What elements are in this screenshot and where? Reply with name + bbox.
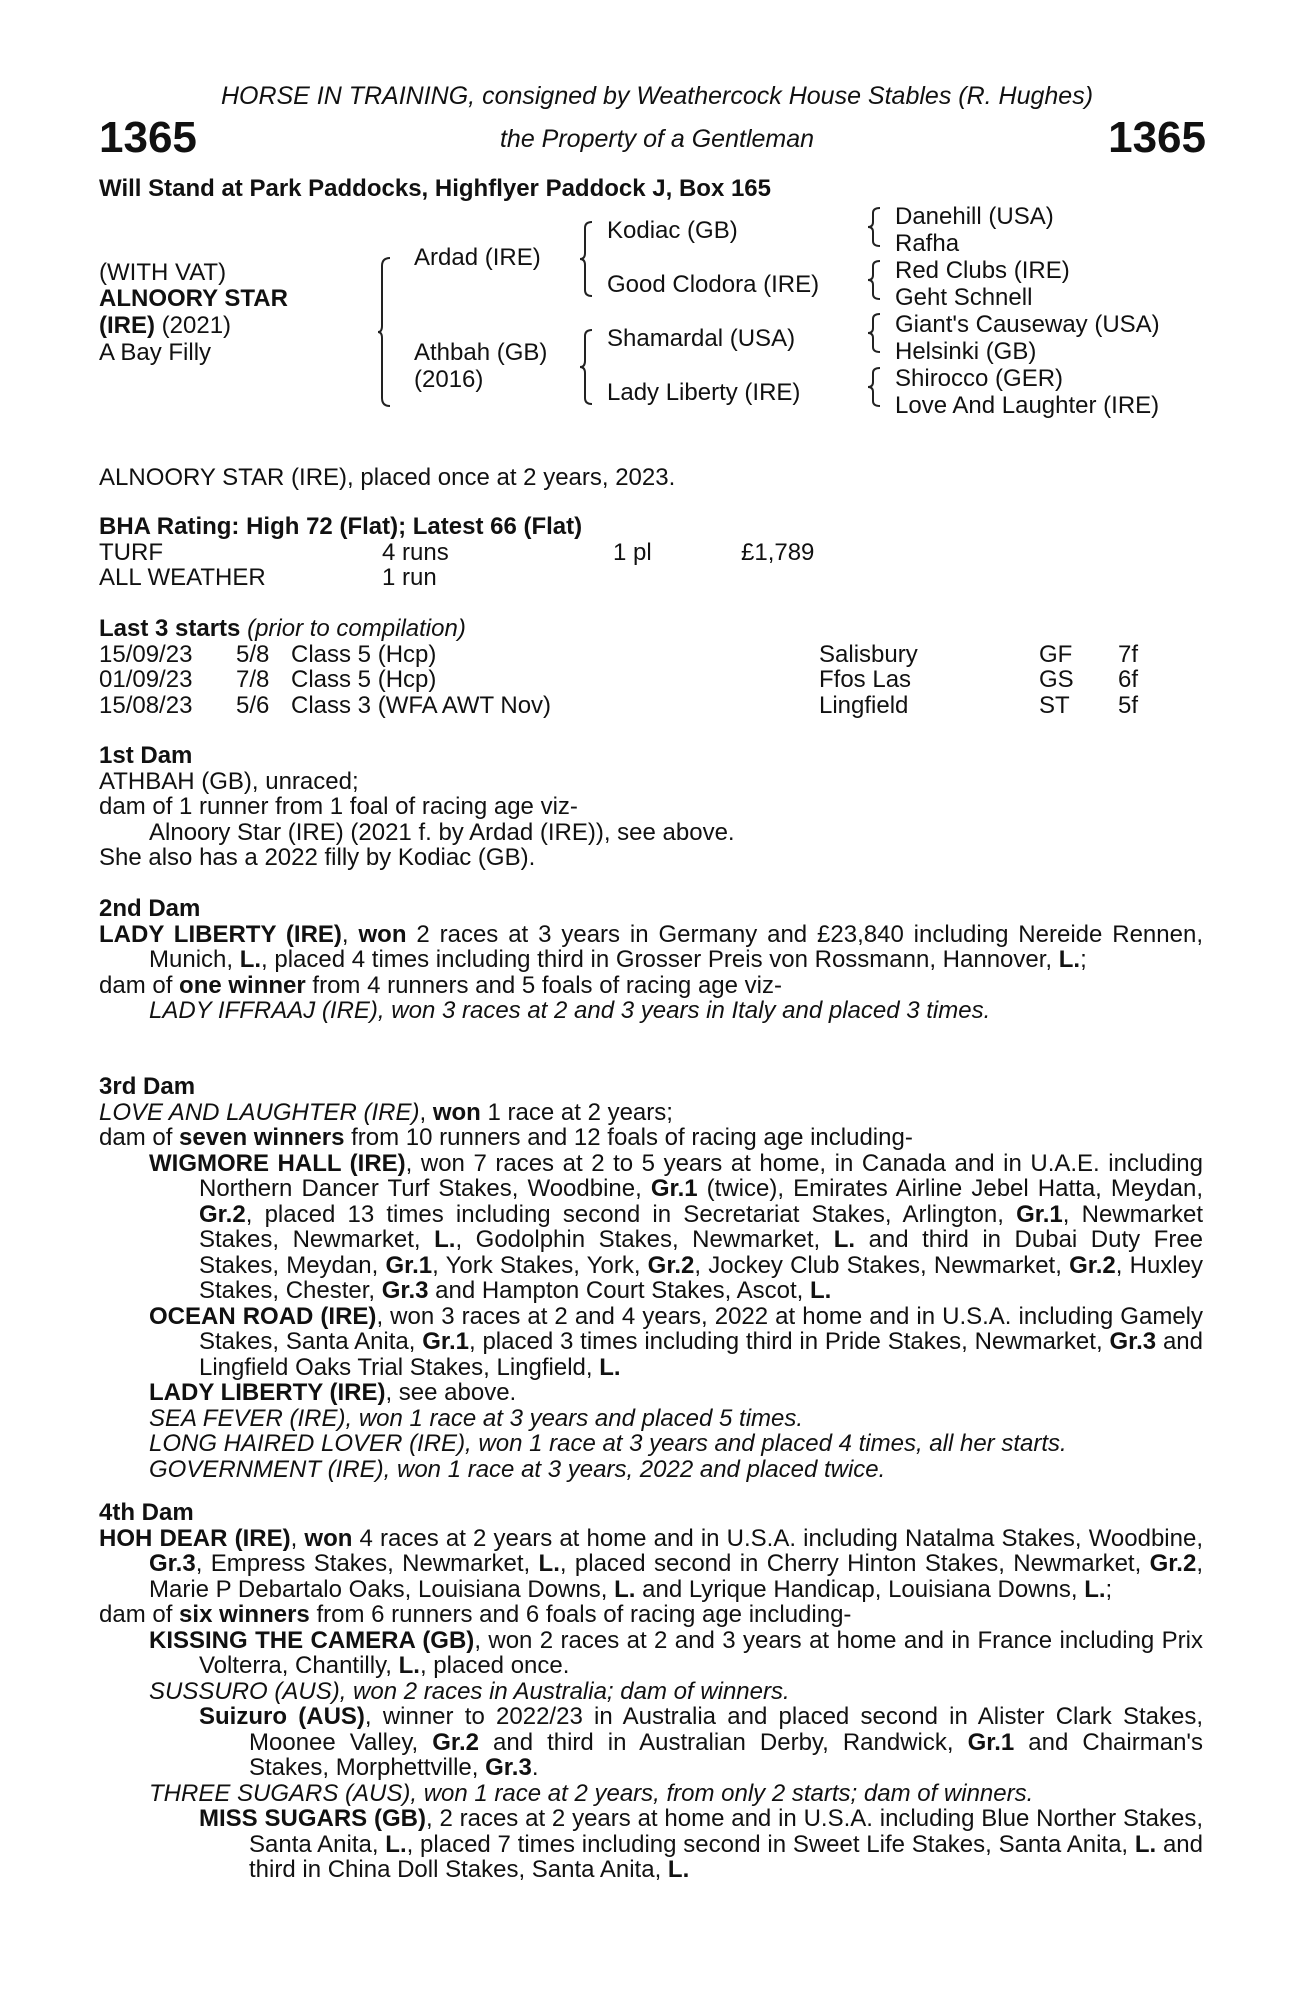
pedigree-g8: Love And Laughter (IRE) (895, 392, 1160, 419)
pedigree-g3: Red Clubs (IRE) (895, 257, 1070, 284)
start-going: GS (1039, 666, 1074, 693)
progeny-long-haired-lover: LONG HAIRED LOVER (IRE), won 1 race at 3 years and placed 4 times, all her starts. (149, 1430, 1067, 1457)
start-distance: 7f (1118, 640, 1139, 668)
start-distance: 5f (1118, 691, 1139, 719)
rating-placed: 1 pl (613, 538, 652, 566)
pedigree-g7: Shirocco (GER) (895, 365, 1064, 392)
start-position: 5/8 (236, 640, 270, 668)
second-dam-record: LADY LIBERTY (IRE), won 2 races at 3 years in Germany and £23,840 including Nereide Rennen, Munich, L., placed 4 times including third in Grosser Preis von Rossmann, Hannover, L.; (99, 920, 1203, 973)
rating-surface: TURF (99, 538, 163, 566)
start-going: ST (1039, 691, 1070, 719)
start-date: 15/09/23 (99, 640, 193, 668)
last-starts-section (99, 616, 1203, 718)
lot-number-left: 1365 (99, 113, 197, 162)
property-line: the Property of a Gentleman (499, 125, 815, 153)
horse-description: A Bay Filly (99, 339, 212, 366)
progeny-wigmore-hall: WIGMORE HALL (IRE), won 7 races at 2 to 5 years at home, in Canada and in U.A.E. including Northern Dancer Turf Stakes, Woodbine, Gr.1 (twice), Emirates Airline Jebel Hatta, Meydan, Gr.2, placed 13 times including second in Secretariat Stakes, Arlington, Gr.1, Newmarket Stakes, Newmarket, L., Godolphin Stakes, Newmarket, L. and third in Dubai Duty Free Stakes, Meydan, Gr.1, York Stakes, York, Gr.2, Jockey Club Stakes, Newmarket, Gr.2, Huxley Stakes, Chester, Gr.3 and Hampton Court Stakes, Ascot, L. (149, 1149, 1204, 1304)
start-row (99, 693, 1203, 719)
fourth-dam-section (99, 1500, 1203, 1883)
pedigree-g2: Rafha (895, 230, 960, 257)
third-dam-produce: dam of seven winners from 10 runners and 12 foals of racing age including- (99, 1124, 913, 1151)
pedigree-brace-2a (580, 220, 594, 298)
start-position: 5/6 (236, 691, 270, 719)
last-starts-title: Last 3 starts (prior to compilation) (99, 615, 466, 642)
pedigree-dam-sire: Shamardal (USA) (607, 325, 796, 352)
start-going: GF (1039, 640, 1073, 668)
fourth-dam-record: HOH DEAR (IRE), won 4 races at 2 years at home and in U.S.A. including Natalma Stakes, Woodbine, Gr.3, Empress Stakes, Newmarket, L., placed second in Cherry Hinton Stakes, Newmarket, Gr.2, Marie P Debartalo Oaks, Louisiana Downs, L. and Lyrique Handicap, Louisiana Downs, L.; (99, 1524, 1203, 1603)
rating-prize: £1,789 (741, 538, 815, 566)
consignment-line: HORSE IN TRAINING, consigned by Weathercock House Stables (R. Hughes) (220, 82, 1094, 110)
pedigree-brace-3b (868, 259, 882, 301)
first-dam-line: She also has a 2022 filly by Kodiac (GB). (99, 844, 536, 871)
rating-runs: 4 runs (382, 538, 449, 566)
progeny-sussuro: SUSSURO (AUS), won 2 races in Australia; dam of winners. (149, 1677, 790, 1705)
second-dam-section (99, 896, 1203, 1024)
second-dam-produce: dam of one winner from 4 runners and 5 foals of racing age viz- (99, 971, 782, 999)
start-race: Class 5 (Hcp) (291, 640, 437, 668)
pedigree-g4: Geht Schnell (895, 284, 1033, 311)
start-race: Class 3 (WFA AWT Nov) (291, 691, 552, 719)
first-dam-title: 1st Dam (99, 742, 193, 769)
pedigree-sire: Ardad (IRE) (414, 244, 541, 271)
start-distance: 6f (1118, 666, 1139, 693)
start-race: Class 5 (Hcp) (291, 666, 437, 693)
progeny-sea-fever: SEA FEVER (IRE), won 1 race at 3 years and placed 5 times. (149, 1404, 804, 1432)
progeny-three-sugars: THREE SUGARS (AUS), won 1 race at 2 years, from only 2 starts; dam of winners. (149, 1779, 1034, 1807)
start-course: Ffos Las (819, 666, 912, 693)
third-dam-section (99, 1074, 1203, 1482)
fourth-dam-title: 4th Dam (99, 1499, 194, 1526)
start-row (99, 642, 1203, 668)
first-dam-progeny: Alnoory Star (IRE) (2021 f. by Ardad (IRE)), see above. (149, 818, 735, 846)
pedigree-dam-dam: Lady Liberty (IRE) (607, 379, 801, 406)
first-dam-section (99, 743, 1203, 871)
pedigree-g1: Danehill (USA) (895, 203, 1054, 230)
horse-suffix-year: (IRE) (2021) (99, 312, 232, 339)
pedigree-brace-1 (378, 256, 390, 408)
start-date: 15/08/23 (99, 691, 193, 719)
progeny-ocean-road: OCEAN ROAD (IRE), won 3 races at 2 and 4 years, 2022 at home and in U.S.A. including Gamely Stakes, Santa Anita, Gr.1, placed 3 times including third in Pride Stakes, Newmarket, Gr.3 and Lingfield Oaks Trial Stakes, Lingfield, L. (149, 1302, 1204, 1381)
second-dam-progeny: LADY IFFRAAJ (IRE), won 3 races at 2 and 3 years in Italy and placed 3 times. (149, 997, 991, 1024)
pedigree-sire-dam: Good Clodora (IRE) (607, 271, 820, 298)
rating-section (99, 514, 1203, 591)
first-dam-line: dam of 1 runner from 1 foal of racing age viz- (99, 793, 578, 820)
pedigree-dam: Athbah (GB) (414, 339, 548, 366)
progeny-miss-sugars: MISS SUGARS (GB), 2 races at 2 years at home and in U.S.A. including Blue Norther Stakes, Santa Anita, L., placed 7 times including second in Sweet Life Stakes, Santa Anita, L. and third in China Doll Stakes, Santa Anita, L. (199, 1805, 1203, 1883)
rating-row (99, 565, 1203, 591)
pedigree-dam-year: (2016) (414, 366, 484, 393)
progeny-lady-liberty: LADY LIBERTY (IRE), see above. (149, 1379, 517, 1406)
pedigree-brace-3a (868, 206, 882, 248)
progeny-government: GOVERNMENT (IRE), won 1 race at 3 years, 2022 and placed twice. (149, 1455, 886, 1483)
start-position: 7/8 (236, 666, 270, 693)
rating-row (99, 540, 1203, 566)
third-dam-record: LOVE AND LAUGHTER (IRE), won 1 race at 2 years; (99, 1098, 673, 1126)
progeny-kissing-the-camera: KISSING THE CAMERA (GB), won 2 races at 2 and 3 years at home and in France including Prix Volterra, Chantilly, L., placed once. (149, 1626, 1204, 1679)
vat-note: (WITH VAT) (99, 259, 227, 286)
rating-surface: ALL WEATHER (99, 564, 266, 591)
start-row (99, 667, 1203, 693)
pedigree-brace-2b (580, 328, 594, 406)
fourth-dam-produce: dam of six winners from 6 runners and 6 foals of racing age including- (99, 1601, 852, 1628)
first-dam-line: ATHBAH (GB), unraced; (99, 767, 359, 795)
progeny-suizuro: Suizuro (AUS), winner to 2022/23 in Australia and placed second in Alister Clark Stakes, Moonee Valley, Gr.2 and third in Australian Derby, Randwick, Gr.1 and Chairman's Stakes, Morphettville, Gr.3. (199, 1703, 1203, 1781)
stand-location: Will Stand at Park Paddocks, Highflyer Paddock J, Box 165 (99, 175, 771, 202)
lot-number-right: 1365 (1108, 113, 1206, 162)
pedigree-sire-sire: Kodiac (GB) (607, 217, 738, 244)
pedigree-brace-3d (868, 366, 882, 408)
start-course: Salisbury (819, 640, 918, 668)
pedigree-brace-3c (868, 312, 882, 354)
start-date: 01/09/23 (99, 666, 193, 693)
pedigree-g6: Helsinki (GB) (895, 338, 1037, 365)
start-course: Lingfield (819, 691, 909, 719)
pedigree-g5: Giant's Causeway (USA) (895, 311, 1160, 338)
rating-runs: 1 run (382, 564, 437, 591)
rating-title: BHA Rating: High 72 (Flat); Latest 66 (Flat) (99, 513, 583, 540)
horse-name: ALNOORY STAR (99, 285, 288, 312)
race-summary: ALNOORY STAR (IRE), placed once at 2 years, 2023. (99, 464, 676, 491)
second-dam-title: 2nd Dam (99, 895, 201, 922)
third-dam-title: 3rd Dam (99, 1073, 196, 1100)
